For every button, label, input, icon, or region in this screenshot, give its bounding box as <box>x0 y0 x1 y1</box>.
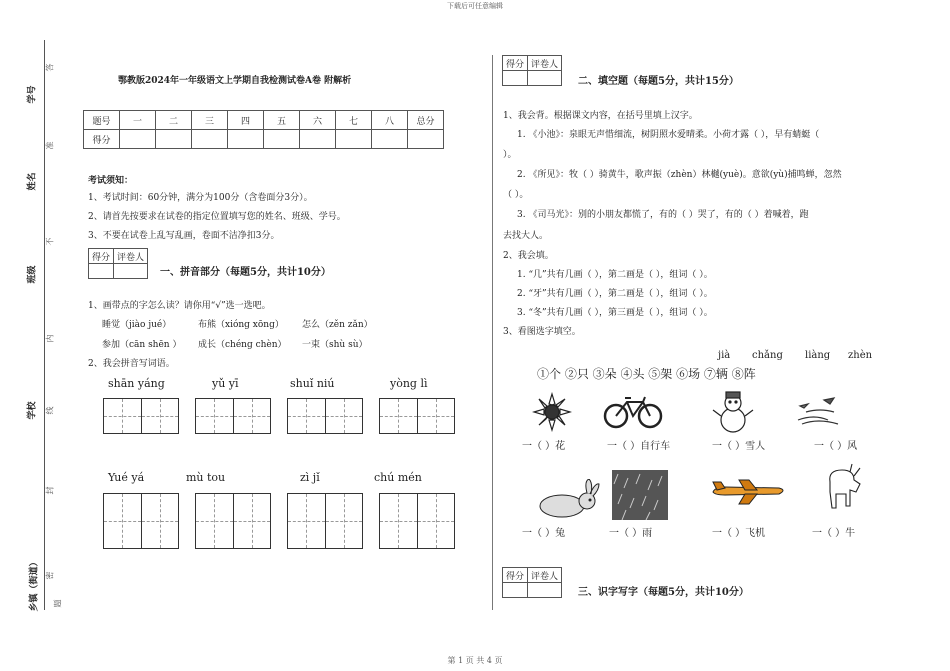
seal-char: 封 <box>45 486 55 495</box>
pinyin-hint: zhèn <box>848 350 873 361</box>
word-choices: ①个 ②只 ③朵 ④头 ⑤架 ⑥场 ⑦辆 ⑧阵 <box>537 367 756 381</box>
seal-char: 内 <box>45 334 55 343</box>
pinyin-word: shān yáng <box>108 377 165 390</box>
s2-q1-line: 去找大人。 <box>503 231 549 241</box>
score-header-cell: 总分 <box>408 111 444 130</box>
rain-image <box>612 470 668 520</box>
pinyin-word: mù tou <box>186 471 226 484</box>
picture-caption: 一（ ）花 <box>522 441 566 452</box>
pinyin-word: yǔ yī <box>212 377 239 390</box>
grader-reviewer-label: 评卷人 <box>528 56 562 71</box>
notice-item: 2、请首先按要求在试卷的指定位置填写您的姓名、班级、学号。 <box>88 212 346 222</box>
section3-title: 三、识字写字（每题5分，共计10分） <box>578 587 749 598</box>
grader-reviewer-label: 评卷人 <box>114 249 148 264</box>
seal-char: 答 <box>45 63 55 72</box>
grader-box <box>502 55 562 86</box>
pinyin-word: zì jǐ <box>300 471 320 484</box>
picture-caption: 一（ ）兔 <box>522 528 566 539</box>
s2-q1-line: 1. 《小池》：泉眼无声惜细流，树阴照水爱晴柔。小荷才露（ ），早有蜻蜓（ <box>517 130 820 140</box>
s1-q1-option: 参加（cān shēn ） <box>102 340 182 350</box>
s2-q1-line: ）。 <box>503 150 517 160</box>
notice-item: 1、考试时间：60分钟，满分为100分（含卷面分3分）。 <box>88 193 313 203</box>
s2-q1: 1、我会背。根据课文内容，在括号里填上汉字。 <box>503 111 698 121</box>
seal-char: 密 <box>45 571 55 580</box>
score-header-cell: 二 <box>156 111 192 130</box>
notice-item: 3、不要在试卷上乱写乱画，卷面不洁净扣3分。 <box>88 231 280 241</box>
grader-score-cell <box>89 264 114 279</box>
score-header-cell: 八 <box>372 111 408 130</box>
s2-q2-line: 1. “几”共有几画（ ），第二画是（ ），组词（ ）。 <box>517 270 713 280</box>
picture-caption: 一（ ）雪人 <box>712 441 766 452</box>
score-cell <box>192 130 228 149</box>
score-cell <box>336 130 372 149</box>
s2-q1-line: 2. 《所见》：牧（ ）骑黄牛，歌声振（zhèn）林樾(yuè)。意欲(yù)捕鸣蝉，忽然 <box>517 170 842 180</box>
grader-score-cell <box>503 71 528 86</box>
s2-q2-line: 3. “冬”共有几画（ ），第三画是（ ），组词（ ）。 <box>517 308 713 318</box>
picture-caption: 一（ ）自行车 <box>607 441 671 452</box>
s1-q1: 1、画带点的字怎么读？请你用“√”选一选吧。 <box>88 301 271 311</box>
s1-q1-option: 睡觉（jiào jué） <box>102 320 172 330</box>
s2-q1-line: （ ）。 <box>503 190 529 200</box>
score-header-cell: 题号 <box>84 111 120 130</box>
score-table <box>83 110 444 149</box>
grader-reviewer-cell <box>114 264 148 279</box>
township-label: 乡镇（街道） <box>29 557 40 612</box>
bicycle-image <box>603 392 663 432</box>
writing-grid <box>195 493 271 549</box>
writing-grid <box>379 493 455 549</box>
score-cell <box>228 130 264 149</box>
seal-char: 题 <box>53 599 63 608</box>
page-footer: 第 1 页 共 4 页 <box>447 656 503 665</box>
airplane-image <box>708 478 790 506</box>
writing-grid <box>195 398 271 434</box>
grader-reviewer-label: 评卷人 <box>528 568 562 583</box>
score-cell <box>300 130 336 149</box>
pinyin-word: shuǐ niú <box>290 377 335 390</box>
score-cell <box>264 130 300 149</box>
pinyin-word: Yué yá <box>108 471 145 484</box>
s2-q2-line: 2. “牙”共有几画（ ），第二画是（ ），组词（ ）。 <box>517 289 713 299</box>
s2-q2: 2、我会填。 <box>503 251 554 261</box>
page-title: 鄂教版2024年一年级语文上学期自我检测试卷A卷 附解析 <box>118 76 352 86</box>
cow-image <box>820 462 864 514</box>
grader-score-label: 得分 <box>89 249 114 264</box>
score-header-cell: 六 <box>300 111 336 130</box>
writing-grid <box>379 398 455 434</box>
picture-caption: 一（ ）雨 <box>609 528 653 539</box>
s1-q1-option: 怎么（zěn zǎn） <box>302 320 373 330</box>
writing-grid <box>103 493 179 549</box>
score-header-cell: 七 <box>336 111 372 130</box>
snowman-image <box>710 390 756 434</box>
pinyin-hint: chǎng <box>752 350 783 361</box>
grader-reviewer-cell <box>528 71 562 86</box>
score-cell <box>408 130 444 149</box>
rabbit-image <box>531 477 603 521</box>
s1-q1-option: 布熊（xióng xōng） <box>198 320 284 330</box>
header-note: 下载后可任意编辑 <box>447 2 503 10</box>
score-header-cell: 五 <box>264 111 300 130</box>
writing-grid <box>103 398 179 434</box>
binding-line <box>44 40 45 610</box>
wind-image <box>794 392 844 432</box>
writing-grid <box>287 493 363 549</box>
score-header-cell: 一 <box>120 111 156 130</box>
score-row-label: 得分 <box>84 130 120 149</box>
score-cell <box>372 130 408 149</box>
class-label: 班级 <box>27 265 38 284</box>
pinyin-hint: jià <box>718 350 731 361</box>
score-header-cell: 三 <box>192 111 228 130</box>
grader-reviewer-cell <box>528 583 562 598</box>
grader-box <box>502 567 562 598</box>
writing-grid <box>287 398 363 434</box>
picture-caption: 一（ ）飞机 <box>712 528 766 539</box>
s2-q3: 3、看图选字填空。 <box>503 327 581 337</box>
s1-q1-option: 成长（chéng chèn） <box>198 340 287 350</box>
notice-heading: 考试须知： <box>88 176 134 186</box>
pinyin-hint: liàng <box>805 350 831 361</box>
score-cell <box>156 130 192 149</box>
score-header-cell: 四 <box>228 111 264 130</box>
score-cell <box>120 130 156 149</box>
s1-q2: 2、我会拼音写词语。 <box>88 359 175 369</box>
picture-caption: 一（ ）牛 <box>812 528 856 539</box>
school-label: 学校 <box>27 401 38 420</box>
section2-title: 二、填空题（每题5分，共计15分） <box>578 76 739 87</box>
pinyin-word: yòng lì <box>390 377 428 390</box>
grader-score-cell <box>503 583 528 598</box>
column-divider <box>492 55 493 610</box>
picture-caption: 一（ ）风 <box>814 441 858 452</box>
grader-score-label: 得分 <box>503 568 528 583</box>
s1-q1-option: 一束（shù sù） <box>302 340 368 350</box>
section1-title: 一、拼音部分（每题5分，共计10分） <box>160 267 331 278</box>
seal-char: 线 <box>45 406 55 415</box>
seal-char: 不 <box>45 237 55 246</box>
grader-box <box>88 248 148 279</box>
sunflower-image <box>530 392 574 432</box>
grader-score-label: 得分 <box>503 56 528 71</box>
pinyin-word: chú mén <box>374 471 422 484</box>
student-id-label: 学号 <box>27 85 38 104</box>
name-label: 姓名 <box>27 172 38 191</box>
seal-char: 准 <box>45 141 55 150</box>
s2-q1-line: 3. 《司马光》：别的小朋友都慌了，有的（ ）哭了，有的（ ）着喊着，跑 <box>517 210 809 220</box>
